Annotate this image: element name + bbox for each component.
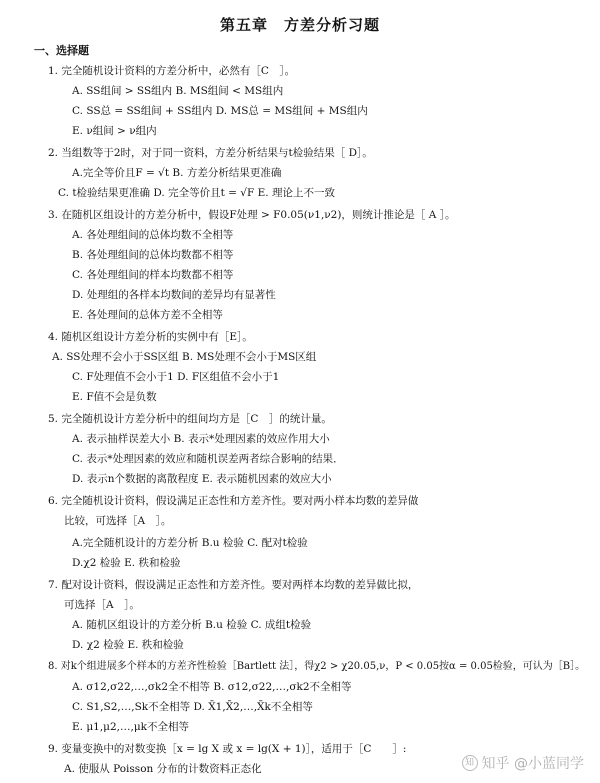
option-line: E. ν组间 > ν组内	[72, 125, 157, 137]
question-8: 8. 对k个组进展多个样本的方差齐性检验［Bartlett 法］，得χ2 > χ20.05,ν，P < 0.05按α = 0.05检验，可认为［B］。	[48, 661, 586, 672]
option-line: A. 随机区组设计的方差分析 B.u 检验 C. 成组t检验	[72, 619, 312, 631]
question-3: 3. 在随机区组设计的方差分析中，假设F处理 > F0.05(ν1,ν2)，则统计推论是［ A ］。	[48, 209, 456, 221]
question-5: 5. 完全随机设计方差分析中的组间均方是［C ］的统计量。	[48, 413, 332, 425]
option-line: E. μ1,μ2,…,μk不全相等	[72, 721, 190, 733]
question-7-cont: 可选择［A ］。	[64, 599, 140, 611]
option-line: A. SS处理不会小于SS区组 B. MS处理不会小于MS区组	[52, 351, 317, 363]
option-line: A. σ12,σ22,…,σk2全不相等 B. σ12,σ22,…,σk2不全相等	[72, 681, 352, 693]
option-line: B. 各处理组间的总体均数都不相等	[72, 249, 234, 261]
option-line: A.完全等价且F = √t B. 方差分析结果更准确	[72, 167, 282, 179]
option-line: D. 处理组的各样本均数间的差异均有显著性	[72, 289, 276, 301]
question-6: 6. 完全随机设计资料，假设满足正态性和方差齐性。要对两小样本均数的差异做	[48, 495, 419, 507]
option-line: E. 各处理间的总体方差不全相等	[72, 309, 223, 321]
watermark-text: 知乎 @小蓝同学	[481, 756, 584, 772]
question-1: 1. 完全随机设计资料的方差分析中，必然有［C ］。	[48, 65, 296, 77]
option-line: C. 各处理组间的样本均数都不相等	[72, 269, 234, 281]
option-line: C. SS总 = SS组间 + SS组内 D. MS总 = MS组间 + MS组内	[72, 105, 368, 117]
option-line: D. 表示n个数据的离散程度 E. 表示随机因素的效应大小	[72, 473, 332, 485]
option-line: C. S1,S2,…,Sk不全相等 D. X̄1,X̄2,…,X̄k不全相等	[72, 701, 313, 713]
option-line: A. 各处理组间的总体均数不全相等	[72, 229, 234, 241]
zhihu-logo-icon: 知	[462, 755, 478, 771]
page-title: 第五章 方差分析习题	[219, 16, 380, 34]
option-line: D.χ2 检验 E. 秩和检验	[72, 557, 181, 569]
question-2: 2. 当组数等于2时，对于同一资料，方差分析结果与t检验结果［ D］。	[48, 147, 373, 159]
option-line: C. 表示*处理因素的效应和随机误差两者综合影响的结果．	[72, 453, 344, 465]
option-line: C. F处理值不会小于1 D. F区组值不会小于1	[72, 371, 280, 383]
question-9: 9. 变量变换中的对数变换［x = lg X 或 x = lg(X + 1)］，适用于［C ］:	[48, 743, 407, 755]
option-line: A. 表示抽样误差大小 B. 表示*处理因素的效应作用大小	[72, 433, 330, 445]
option-line: A. 使服从 Poisson 分布的计数资料正态化	[64, 763, 262, 775]
question-4: 4. 随机区组设计方差分析的实例中有［E］。	[48, 331, 253, 343]
option-line: A. SS组间 > SS组内 B. MS组间 < MS组内	[72, 85, 284, 97]
question-7: 7. 配对设计资料，假设满足正态性和方差齐性。要对两样本均数的差异做比拟，	[48, 579, 419, 591]
option-line: E. F值不会是负数	[72, 391, 157, 403]
watermark	[462, 753, 584, 773]
section-heading: 一、选择题	[34, 44, 89, 57]
question-6-cont: 比较，可选择［A ］。	[64, 515, 172, 527]
option-line: D. χ2 检验 E. 秩和检验	[72, 639, 184, 651]
option-line: C. t检验结果更准确 D. 完全等价且t = √F E. 理论上不一致	[58, 187, 335, 199]
option-line: A.完全随机设计的方差分析 B.u 检验 C. 配对t检验	[72, 537, 308, 549]
